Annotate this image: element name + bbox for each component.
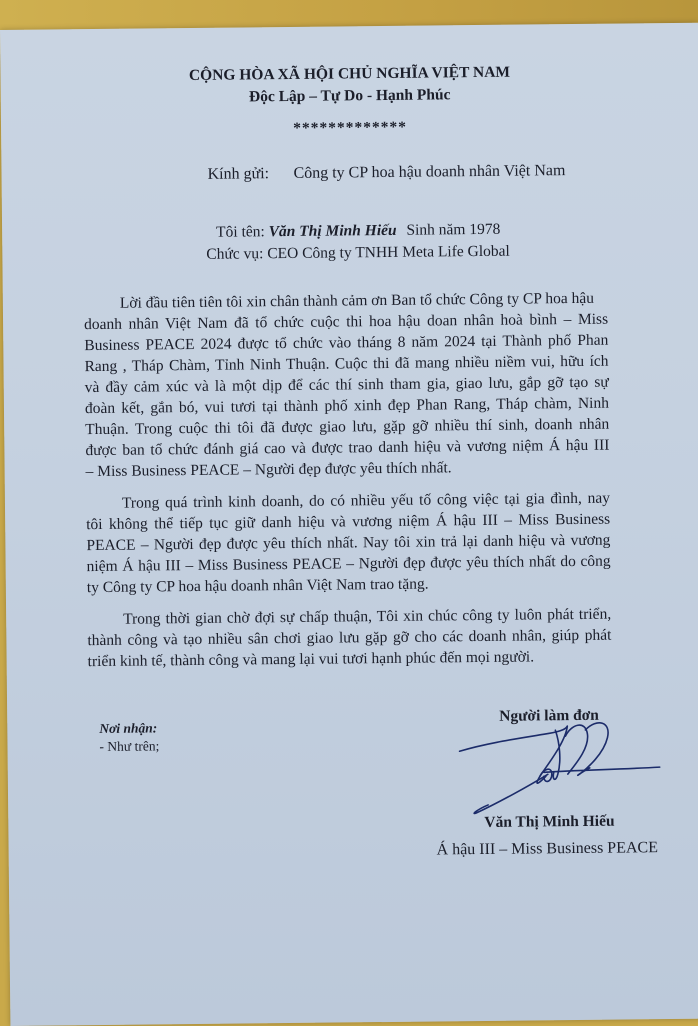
text-line: Lời đầu tiên tiên tôi xin chân thành cảm ơn Ban tổ chức Công ty CP hoa hậu bbox=[119, 289, 594, 312]
national-title: CỘNG HÒA XÃ HỘI CHỦ NGHĨA VIỆT NAM bbox=[188, 63, 511, 85]
text-line: được ban tổ chức đánh giá cao và được trao danh hiệu và vương niệm Á hậu III bbox=[85, 436, 610, 460]
text-line: PEACE – Người đẹp được yêu thích nhất. Nay tôi xin trả lại danh hiệu và vương bbox=[86, 531, 611, 555]
text-line: Trong quá trình kinh doanh, do có nhiều yếu tố công việc tại gia đình, nay bbox=[121, 489, 611, 512]
national-motto: Độc Lập – Tự Do - Hạnh Phúc bbox=[248, 86, 451, 106]
sender-name: Văn Thị Minh Hiếu bbox=[268, 221, 397, 241]
recipient-label: Kính gửi: bbox=[207, 165, 270, 183]
text-line: tôi không thể tiếp tục giữ danh hiệu và vương niệm Á hậu III – Miss Business bbox=[86, 510, 611, 534]
text-line: doanh nhân Việt Nam đã tổ chức cuộc thi hoa hậu doan nhân hoà bình – Miss bbox=[84, 310, 609, 334]
text-line: Trong thời gian chờ đợi sự chấp thuận, Tôi xin chúc công ty luôn phát triển, bbox=[123, 605, 612, 628]
text-line: và đầy cảm xúc và là một dịp để các thí sinh tham gia, giao lưu, gắp gỡ tạo sự bbox=[84, 373, 609, 397]
letter-page bbox=[0, 23, 698, 1026]
text-line: ty Công ty CP hoa hậu doanh nhân Việt Nam trao tặng. bbox=[86, 575, 429, 597]
text-line: Business PEACE 2024 được tổ chức vào tháng 8 năm 2024 tại Thành phố Phan bbox=[84, 331, 609, 355]
text-line: đoàn kết, gắn bó, vui tươi tại thành phố xinh đẹp Phan Rang, Tháp chàm, Ninh bbox=[84, 394, 610, 418]
signer-name: Văn Thị Minh Hiếu bbox=[484, 812, 615, 831]
text-line: triển kinh tế, thành công và mang lại vui tươi hạnh phúc đến mọi người. bbox=[87, 648, 535, 671]
recipient-name: Công ty CP hoa hậu doanh nhân Việt Nam bbox=[293, 162, 566, 182]
signature-graphic bbox=[447, 711, 678, 823]
sender-name-label: Tôi tên: bbox=[216, 223, 265, 241]
noi-nhan-label: Nơi nhận: bbox=[99, 720, 158, 736]
text-line: thành công và tạo nhiều sân chơi giao lưu gặp gỡ cho các doanh nhân, giúp phát bbox=[87, 626, 612, 650]
noi-nhan-value: - Như trên; bbox=[99, 738, 160, 754]
text-line: – Miss Business PEACE – Người đẹp được yêu thích nhất. bbox=[85, 459, 452, 481]
text-line: Thuận. Trong cuộc thi tôi đã được giao lưu, gặp gỡ nhiều thí sinh, doanh nhân bbox=[85, 415, 610, 439]
sender-position: CEO Công ty TNHH Meta Life Global bbox=[267, 242, 510, 263]
sender-position-label: Chức vụ: bbox=[206, 245, 264, 263]
applicant-label: Người làm đơn bbox=[499, 706, 599, 725]
signer-title: Á hậu III – Miss Business PEACE bbox=[436, 839, 659, 859]
sender-birth: Sinh năm 1978 bbox=[406, 220, 501, 239]
text-line: niệm Á hậu III – Miss Business PEACE – Người đẹp được yêu thích nhất do công bbox=[86, 552, 611, 576]
text-line: Rang , Tháp Chàm, Tỉnh Ninh Thuận. Cuộc thi đã mang nhiều niềm vui, hữu ích bbox=[84, 352, 609, 376]
separator-stars: ************* bbox=[293, 118, 408, 137]
